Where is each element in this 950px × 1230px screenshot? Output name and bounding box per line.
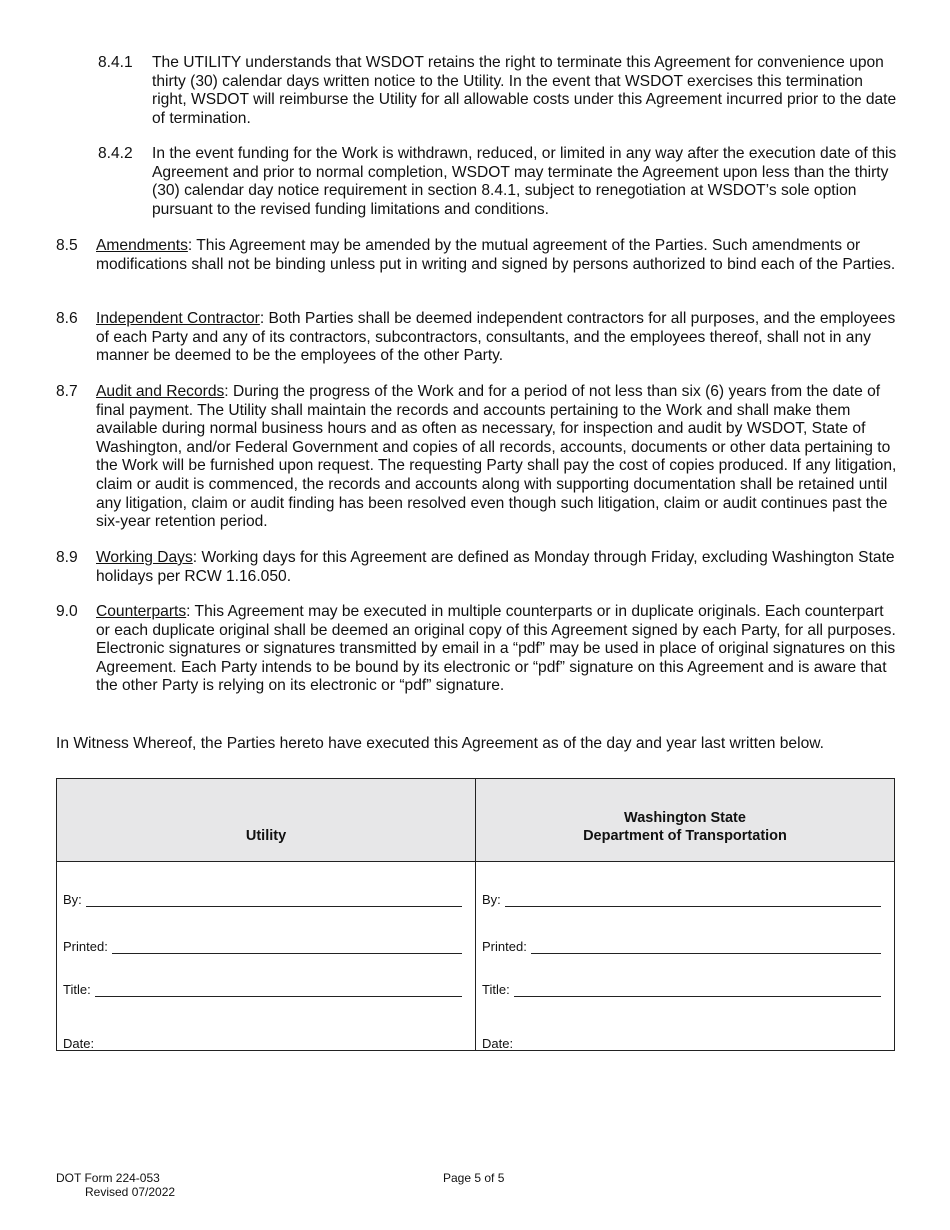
utility-printed-row [63, 939, 462, 954]
section-heading-working-days: Working Days [96, 549, 193, 566]
wsdot-date-label: Date: [482, 1036, 514, 1051]
wsdot-by-line[interactable] [505, 892, 881, 907]
section-8-7-text: : During the progress of the Work and for a period of not less than six (6) years from the date of final payment. The Utility shall maintain the records and accounts pertaining to the Work and shall make them available during normal business hours and as often as necessary, for inspection and audit by WSDOT, State of Washington, and/or Federal Government and copies of all records, accounts, documents or other data pertaining to the Work will be furnished upon request. The requesting Party shall pay the cost of copies produced. If any litigation, claim or audit is commenced, the records and accounts along with supporting documentation shall be retained until any litigation, claim or audit finding has been resolved even though such litigation, claim or audit continues past the six-year retention period. [96, 383, 897, 531]
utility-by-line[interactable] [86, 892, 462, 907]
wsdot-header [476, 779, 895, 862]
section-8-6-text: : Both Parties shall be deemed independent contractors for all purposes, and the employees of each Party and any of its contractors, subcontractors, consultants, and the employees thereof, shall not in any manner be deemed to be the employees of the other Party. [96, 310, 896, 365]
section-8-4-2-text: In the event funding for the Work is withdrawn, reduced, or limited in any way after the execution date of this Agreement and prior to normal completion, WSDOT may terminate the Agreement upon less than the thirty (30) calendar day notice requirement in section 8.4.1, subject to renegotiation at WSDOT’s sole option pursuant to the revised funding limitations and conditions. [152, 145, 897, 218]
utility-printed-label: Printed: [63, 939, 108, 954]
section-number-8-4-2: 8.4.2 [98, 145, 133, 162]
utility-header-label: Utility [245, 828, 287, 844]
section-heading-amendments: Amendments [96, 237, 188, 254]
section-8-9-text: : Working days for this Agreement are defined as Monday through Friday, excluding Washington State holidays per RCW 1.16.050. [96, 549, 895, 585]
section-heading-independent-contractor: Independent Contractor [96, 310, 260, 327]
footer-form-number: DOT Form 224-053 [56, 1171, 160, 1185]
utility-by-label: By: [63, 892, 82, 907]
section-number-8-9: 8.9 [56, 549, 78, 566]
section-number-8-6: 8.6 [56, 310, 78, 327]
section-8-9 [96, 549, 897, 586]
section-8-5 [96, 237, 897, 274]
utility-date-line[interactable] [98, 1036, 462, 1051]
footer-revised: Revised 07/2022 [85, 1185, 176, 1199]
wsdot-header-line2: Department of Transportation [583, 828, 787, 844]
wsdot-by-row [482, 892, 881, 907]
wsdot-printed-label: Printed: [482, 939, 527, 954]
wsdot-date-line[interactable] [517, 1036, 881, 1051]
section-number-8-4-1: 8.4.1 [98, 54, 133, 71]
wsdot-by-label: By: [482, 892, 501, 907]
witness-statement: In Witness Whereof, the Parties hereto have executed this Agreement as of the day and year last written below. [56, 735, 824, 752]
section-9-0 [96, 603, 897, 696]
section-number-8-5: 8.5 [56, 237, 78, 254]
section-9-0-text: : This Agreement may be executed in multiple counterparts or in duplicate originals. Each counterpart or each duplicate original shall be deemed an original copy of this Agreement signed by each Party, for all purposes. Electronic signatures or signatures transmitted by email in a “pdf” may be used in place of original signatures on this Agreement. Each Party intends to be bound by its electronic or “pdf” signature on this Agreement and is aware that the other Party is relying on its electronic or “pdf” signature. [96, 603, 896, 695]
section-8-5-text: : This Agreement may be amended by the mutual agreement of the Parties. Such amendments or modifications shall not be binding unless put in writing and signed by persons authorized to bind each of the Parties. [96, 237, 896, 273]
section-number-9-0: 9.0 [56, 603, 78, 620]
wsdot-header-line1: Washington State [624, 810, 746, 826]
section-8-4-1-text: The UTILITY understands that WSDOT retains the right to terminate this Agreement for convenience upon thirty (30) calendar days written notice to the Utility. In the event that WSDOT exercises this termination right, WSDOT will reimburse the Utility for all allowable costs under this Agreement incurred prior to the date of termination. [152, 54, 897, 127]
wsdot-printed-row [482, 939, 881, 954]
utility-header [57, 779, 476, 862]
section-8-6 [96, 310, 897, 366]
wsdot-date-row [482, 1036, 881, 1051]
section-number-8-7: 8.7 [56, 383, 78, 400]
utility-title-row [63, 982, 462, 997]
section-heading-audit-and-records: Audit and Records [96, 383, 225, 400]
section-heading-counterparts: Counterparts [96, 603, 187, 620]
wsdot-title-row [482, 982, 881, 997]
utility-title-line[interactable] [95, 982, 462, 997]
wsdot-printed-line[interactable] [531, 939, 881, 954]
utility-date-label: Date: [63, 1036, 95, 1051]
signature-table [56, 778, 895, 1051]
section-8-7 [96, 383, 897, 532]
footer-page-number: Page 5 of 5 [443, 1171, 505, 1185]
utility-by-row [63, 892, 462, 907]
utility-printed-line[interactable] [112, 939, 462, 954]
utility-signature-cell [57, 862, 476, 1051]
wsdot-title-label: Title: [482, 982, 510, 997]
wsdot-signature-cell [476, 862, 895, 1051]
utility-title-label: Title: [63, 982, 91, 997]
wsdot-title-line[interactable] [514, 982, 881, 997]
utility-date-row [63, 1036, 462, 1051]
